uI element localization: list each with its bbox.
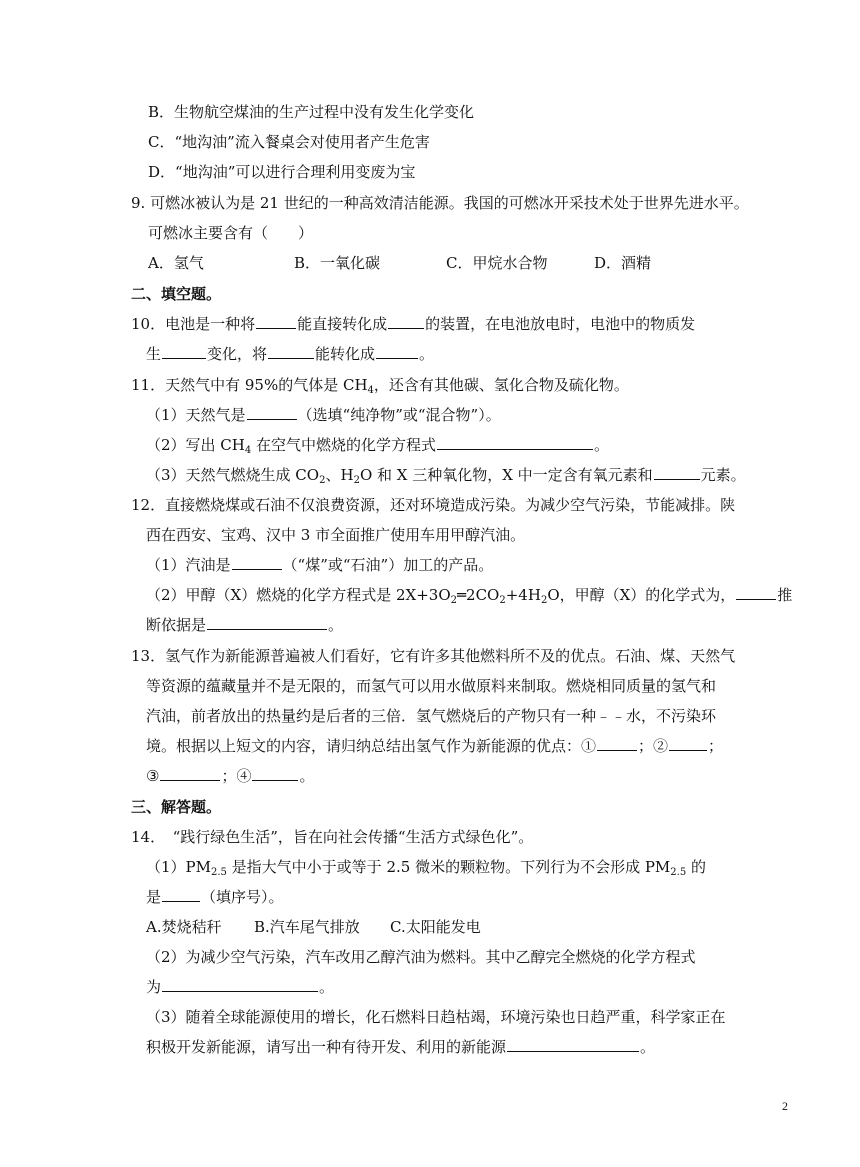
answer-blank[interactable] — [268, 343, 314, 359]
answer-blank[interactable] — [162, 976, 318, 992]
q12-text: （2）甲醇（X）燃烧的化学方程式是 2X+3O — [146, 586, 451, 604]
q10-line1 — [131, 313, 695, 335]
q12-text: 断依据是 — [146, 616, 207, 634]
q10-text: 。 — [419, 345, 435, 363]
q12-text: O，甲醇（X）的化学式为， — [547, 586, 736, 604]
subscript: 2 — [319, 475, 326, 486]
q14-text: （1）PM — [146, 858, 211, 876]
q11-text: ，还含有其他碳、氢化合物及硫化物。 — [373, 376, 629, 394]
q14-sub3: （3）随着全球能源使用的增长，化石燃料日趋枯竭，环境污染也日趋严重，科学家正在 — [146, 1008, 726, 1026]
q14-text: （填序号）。 — [201, 888, 284, 906]
q13-line2: 等资源的蕴藏量并不是无限的，而氢气可以用水做原料来制取。燃烧相同质量的氢气和 — [146, 677, 717, 695]
q13-line4 — [146, 735, 723, 757]
q14-sub2: （2）为减少空气污染，汽车改用乙醇汽油为燃料。其中乙醇完全燃烧的化学方程式 — [146, 948, 696, 966]
q14-text: 是指大气中小于或等于 2.5 微米的颗粒物。下列行为不会形成 PM — [226, 858, 671, 876]
q8-option-c: C．“地沟油”流入餐桌会对使用者产生危害 — [148, 133, 430, 151]
q14-sub2-cont — [146, 976, 334, 998]
q14-text: 。 — [640, 1038, 656, 1056]
q9-option-a: A．氢气 — [148, 254, 204, 272]
subscript: 2.5 — [211, 867, 227, 878]
q14-option-c: C.太阳能发电 — [390, 918, 481, 936]
q13-line5 — [146, 765, 314, 787]
q11-sub3 — [146, 464, 746, 486]
q14-text: 是 — [146, 888, 162, 906]
answer-blank[interactable] — [162, 886, 200, 902]
q14-sub1-cont — [146, 886, 284, 908]
answer-blank[interactable] — [736, 584, 776, 600]
q10-text: 变化，将 — [207, 345, 268, 363]
q11-text: 11．天然气中有 95%的气体是 CH — [131, 376, 368, 394]
q10-text: 生 — [146, 345, 162, 363]
q8-option-d: D．“地沟油”可以进行合理利用变废为宝 — [148, 163, 416, 181]
q13-text: ； — [708, 737, 724, 755]
q12-text: 。 — [328, 616, 344, 634]
answer-blank[interactable] — [437, 434, 593, 450]
q9-stem-line1: 9. 可燃冰被认为是 21 世纪的一种高效清洁能源。我国的可燃冰开采技术处于世界先进水平。 — [131, 194, 749, 212]
q14-options — [146, 916, 646, 938]
answer-blank[interactable] — [376, 343, 418, 359]
q9-option-b: B．一氧化碳 — [294, 254, 381, 272]
q11-text: （1）天然气是 — [146, 406, 246, 424]
answer-blank[interactable] — [507, 1036, 639, 1052]
q12-sub1 — [146, 554, 493, 576]
q14-text: 积极开发新能源，请写出一种有待开发、利用的新能源 — [146, 1038, 507, 1056]
subscript: 2 — [353, 475, 360, 486]
q10-text: 的装置，在电池放电时，电池中的物质发 — [425, 315, 696, 333]
q11-text: （2）写出 CH — [146, 436, 245, 454]
section-heading-fill-in: 二、填空题。 — [131, 285, 222, 303]
subscript: 2 — [540, 595, 548, 606]
answer-blank[interactable] — [247, 404, 297, 420]
q11-text: O 和 X 三种氧化物，X 中一定含有氧元素和 — [359, 466, 653, 484]
answer-blank[interactable] — [207, 614, 327, 630]
q14-option-a: A.焚烧秸秆 — [146, 918, 222, 936]
subscript: 2.5 — [670, 867, 687, 878]
q12-text: （1）汽油是 — [146, 556, 231, 574]
answer-blank[interactable] — [388, 313, 424, 329]
answer-blank[interactable] — [162, 343, 206, 359]
q13-text: 。 — [299, 767, 315, 785]
q14-stem: 14． “践行绿色生活”，旨在向社会传播“生活方式绿色化”。 — [131, 828, 534, 846]
subscript: 2 — [499, 595, 506, 606]
q14-text: 的 — [686, 858, 706, 876]
answer-blank[interactable] — [232, 554, 282, 570]
q14-sub3-cont — [146, 1036, 655, 1058]
answer-blank[interactable] — [160, 765, 220, 781]
subscript: 2 — [450, 595, 457, 606]
q13-text: ；② — [638, 737, 669, 755]
q11-stem — [131, 374, 629, 396]
answer-blank[interactable] — [256, 313, 296, 329]
q10-line2 — [146, 343, 434, 365]
q11-text: 。 — [594, 436, 610, 454]
answer-blank[interactable] — [669, 735, 707, 751]
q10-text: 10．电池是一种将 — [131, 315, 256, 333]
q12-line1: 12．直接燃烧煤或石油不仅浪费资源，还对环境造成污染。为减少空气污染，节能减排。陕 — [131, 496, 736, 514]
q9-option-d: D．酒精 — [594, 254, 652, 272]
q12-sub2-cont — [146, 614, 343, 636]
q12-sub2 — [146, 584, 792, 606]
q9-option-c: C．甲烷水合物 — [446, 254, 548, 272]
q9-stem-line2: 可燃冰主要含有（ ） — [148, 224, 314, 242]
subscript: 4 — [244, 445, 252, 456]
page-number: 2 — [782, 1099, 788, 1113]
q13-text: 境。根据以上短文的内容，请归纳总结出氢气作为新能源的优点：① — [146, 737, 597, 755]
q12-text: ═2CO — [457, 586, 500, 604]
q10-text: 能直接转化成 — [297, 315, 388, 333]
q11-text: 、H — [325, 466, 354, 484]
q11-sub1 — [146, 404, 501, 426]
q11-text: （3）天然气燃烧生成 CO — [146, 466, 320, 484]
q11-text: 在空气中燃烧的化学方程式 — [251, 436, 437, 454]
q13-line3: 汽油，前者放出的热量约是后者的三倍．氢气燃烧后的产物只有一种﹣﹣水，不污染环 — [146, 707, 717, 725]
q10-text: 能转化成 — [315, 345, 376, 363]
q11-sub2 — [146, 434, 609, 456]
answer-blank[interactable] — [252, 765, 298, 781]
q14-text: 为 — [146, 978, 162, 996]
section-heading-answer: 三、解答题。 — [131, 798, 222, 816]
q9-options — [148, 252, 748, 274]
subscript: 4 — [367, 385, 374, 396]
q14-sub1 — [146, 856, 706, 878]
answer-blank[interactable] — [654, 464, 700, 480]
q12-line2: 西在西安、宝鸡、汉中 3 市全面推广使用车用甲醇汽油。 — [146, 526, 526, 544]
q12-text: （“煤”或“石油”）加工的产品。 — [282, 556, 494, 574]
q11-text: 元素。 — [700, 466, 746, 484]
q11-text: （选填“纯净物”或“混合物”）。 — [297, 406, 501, 424]
q12-text: 推 — [777, 586, 793, 604]
q13-text: ；④ — [221, 767, 252, 785]
q13-text: ③ — [146, 767, 160, 785]
q14-text: 。 — [319, 978, 335, 996]
q13-line1: 13．氢气作为新能源普遍被人们看好，它有许多其他燃料所不及的优点。石油、煤、天然气 — [131, 647, 736, 665]
q8-option-b: B．生物航空煤油的生产过程中没有发生化学变化 — [148, 103, 475, 121]
q14-option-b: B.汽车尾气排放 — [254, 918, 360, 936]
answer-blank[interactable] — [597, 735, 637, 751]
q12-text: +4H — [505, 586, 541, 604]
